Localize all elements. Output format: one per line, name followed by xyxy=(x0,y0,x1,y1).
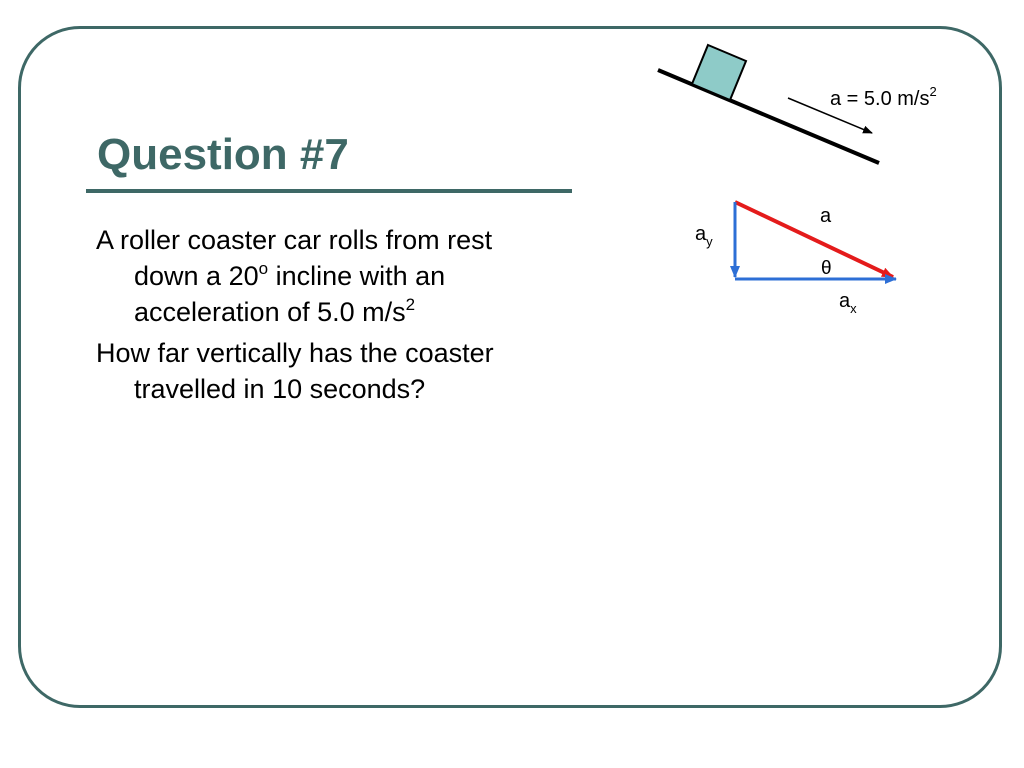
incline-diagram xyxy=(658,45,937,163)
squared-superscript: 2 xyxy=(405,295,416,314)
block-on-incline xyxy=(692,45,746,100)
label-ay: $a_y$ xyxy=(695,223,713,249)
resultant-vector-a xyxy=(735,202,893,277)
label-ax: $a_x$ xyxy=(839,290,857,316)
paragraph-1-text-b: incline with an acceleration of 5.0 m/s xyxy=(134,261,446,327)
paragraph-1-text-a: A roller coaster car rolls from rest down a 20 xyxy=(96,225,493,291)
question-paragraph-2: How far vertically has the coaster travelled in 10 seconds? xyxy=(96,338,494,404)
vector-diagram xyxy=(695,202,896,316)
acceleration-label: a = 5.0 $m/s^2$ xyxy=(830,84,937,110)
slide-title: Question #7 xyxy=(97,130,349,179)
label-a: a xyxy=(820,205,832,227)
label-theta: θ xyxy=(821,258,832,279)
degree-superscript: o xyxy=(258,259,269,278)
